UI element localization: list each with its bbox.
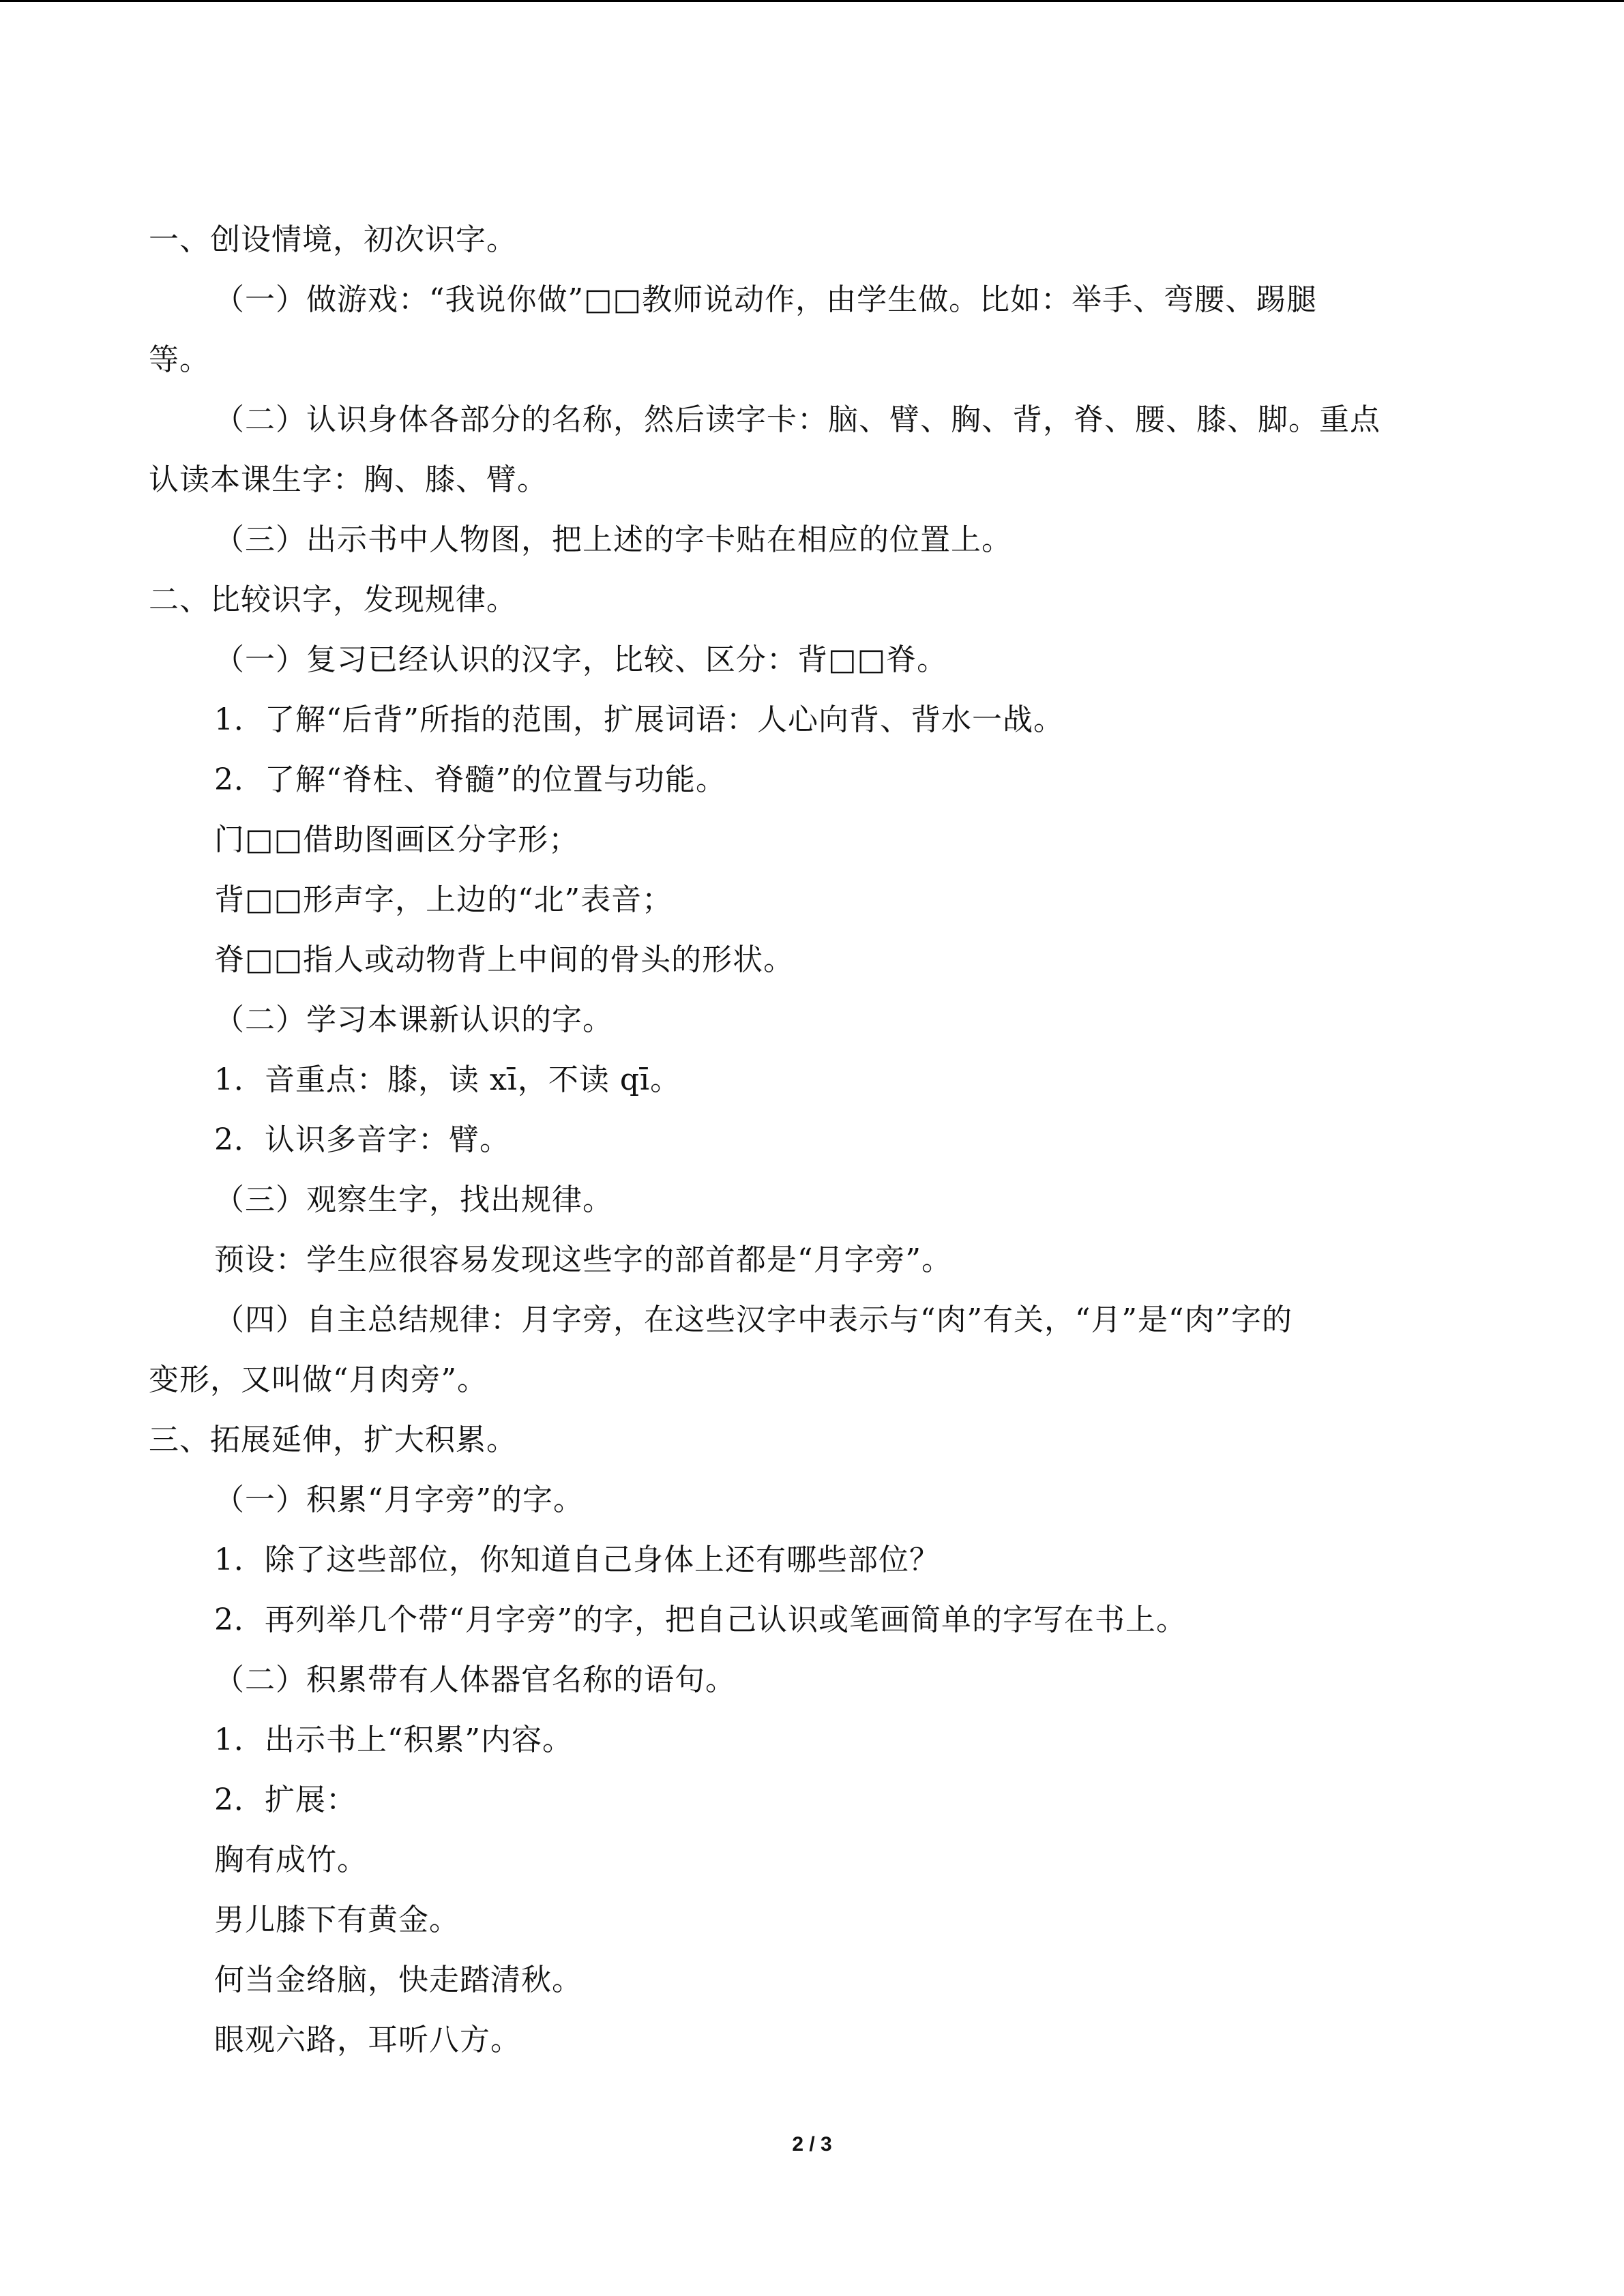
paragraph-line: （一）做游戏：“我说你做”□□教师说动作，由学生做。比如：举手、弯腰、踢腿 (214, 282, 1318, 317)
paragraph-line: 1．了解“后背”所指的范围，扩展词语：人心向背、背水一战。 (214, 702, 1064, 737)
paragraph-line: （三）出示书中人物图，把上述的字卡贴在相应的位置上。 (214, 522, 1012, 557)
paragraph-line: 2．扩展： (214, 1783, 357, 1817)
paragraph-line: 脊□□指人或动物背上中间的骨头的形状。 (214, 942, 795, 977)
paragraph-line: 1．除了这些部位，你知道自己身体上还有哪些部位？ (214, 1542, 940, 1577)
paragraph-line: 等。 (149, 342, 210, 377)
paragraph-line: 预设：学生应很容易发现这些字的部首都是“月字旁”。 (214, 1242, 952, 1277)
paragraph-line: 1．音重点：膝，读 xī，不读 qī。 (214, 1062, 681, 1097)
paragraph-line: 2．了解“脊柱、脊髓”的位置与功能。 (214, 762, 726, 797)
section-heading-1: 一、创设情境，初次识字。 (149, 222, 517, 257)
paragraph-line: 背□□形声字，上边的“北”表音； (214, 882, 673, 917)
quote-line: 男儿膝下有黄金。 (214, 1903, 460, 1937)
paragraph-line: 门□□借助图画区分字形； (214, 822, 580, 857)
quote-line: 眼观六路，耳听八方。 (214, 2023, 521, 2057)
paragraph-line: （三）观察生字，找出规律。 (214, 1182, 613, 1217)
quote-line: 胸有成竹。 (214, 1843, 368, 1877)
paragraph-line: （二）积累带有人体器官名称的语句。 (214, 1663, 736, 1697)
paragraph-line: 2．再列举几个带“月字旁”的字，把自己认识或笔画简单的字写在书上。 (214, 1602, 1187, 1637)
paragraph-line: 1．出示书上“积累”内容。 (214, 1723, 573, 1757)
paragraph-line: 变形，又叫做“月肉旁”。 (149, 1362, 488, 1397)
paragraph-line: （一）积累“月字旁”的字。 (214, 1482, 584, 1517)
paragraph-line: （二）认识身体各部分的名称，然后读字卡：脑、臂、胸、背，脊、腰、膝、脚。重点 (214, 402, 1381, 437)
page-number: 2 / 3 (792, 2133, 832, 2156)
paragraph-line: （四）自主总结规律：月字旁，在这些汉字中表示与“肉”有关，“月”是“肉”字的 (214, 1302, 1293, 1337)
paragraph-line: （一）复习已经认识的汉字，比较、区分：背□□脊。 (214, 642, 948, 677)
paragraph-line: 认读本课生字：胸、膝、臂。 (149, 462, 548, 497)
document-body (149, 210, 1458, 2070)
quote-line: 何当金络脑，快走踏清秋。 (214, 1963, 582, 1997)
section-heading-3: 三、拓展延伸，扩大积累。 (149, 1422, 517, 1457)
section-heading-2: 二、比较识字，发现规律。 (149, 582, 517, 617)
top-border-line (0, 0, 1624, 2)
paragraph-line: （二）学习本课新认识的字。 (214, 1002, 613, 1037)
paragraph-line: 2．认识多音字：臂。 (214, 1122, 510, 1157)
